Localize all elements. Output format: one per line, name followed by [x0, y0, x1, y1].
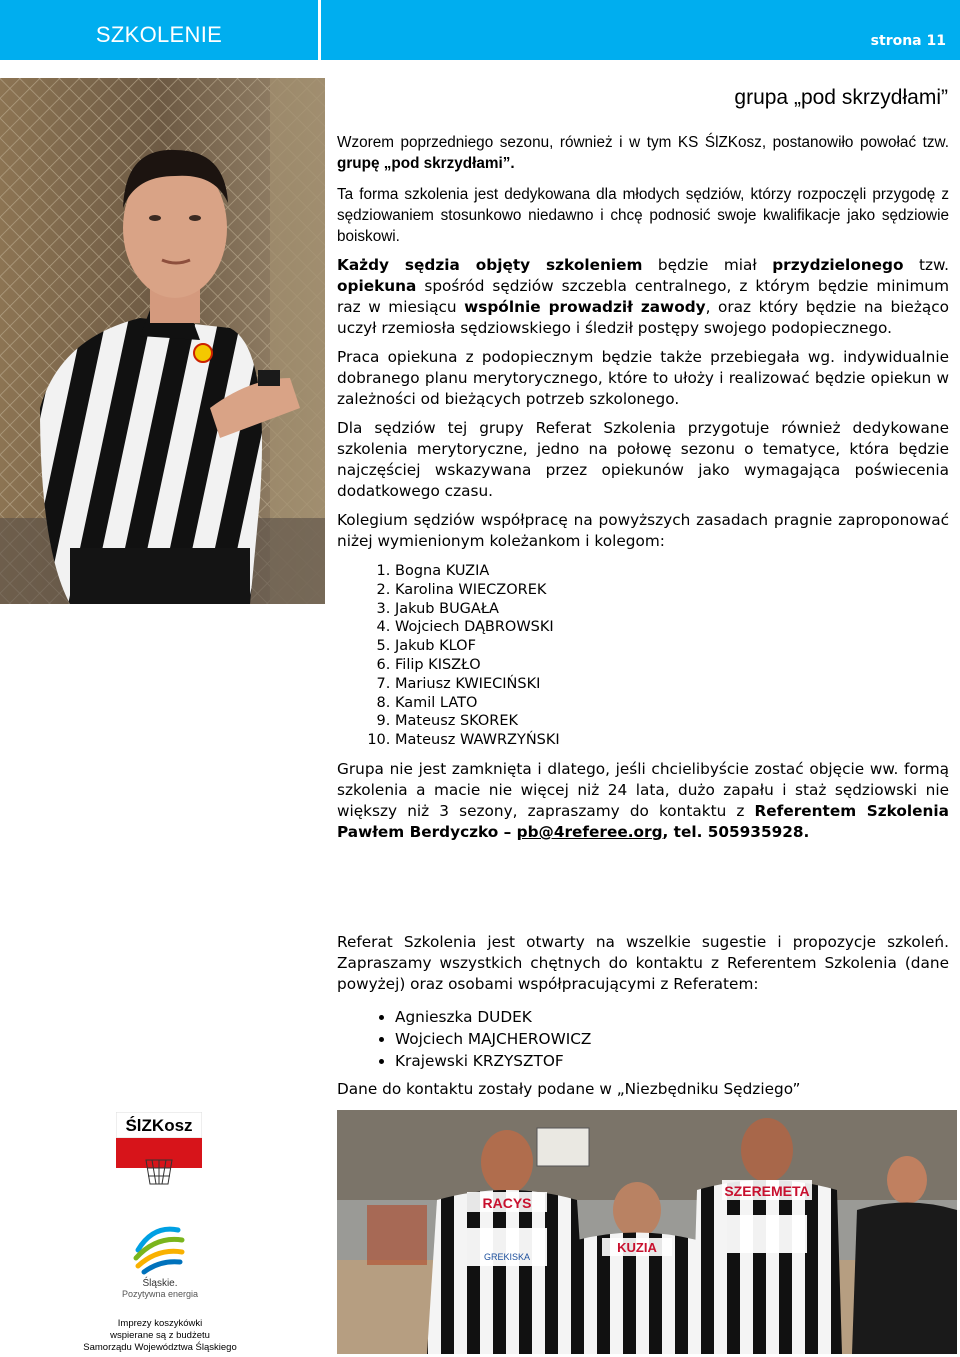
slaskie-logo	[108, 1220, 208, 1300]
p7-bold-2: , tel. 505935928.	[662, 823, 810, 841]
intro-bold: grupę „pod skrzydłami”.	[337, 155, 515, 172]
jersey-name-right: SZEREMETA	[724, 1183, 810, 1199]
intro-text: Wzorem poprzedniego sezonu, również i w tym KS ŚlZKosz, postanowiło powołać tzw.	[337, 134, 949, 151]
collaborators-list	[337, 1006, 591, 1072]
p3-bold-1: Każdy sędzia objęty szkoleniem	[337, 256, 643, 274]
p3-text-2: tzw.	[903, 256, 949, 274]
list-item: 4. Wojciech DĄBROWSKI	[395, 618, 560, 637]
jersey-name-middle: KUZIA	[617, 1240, 657, 1255]
paragraph-4	[337, 347, 949, 410]
p3-bold-4: wspólnie prowadził zawody	[464, 298, 706, 316]
intro-paragraph	[337, 132, 949, 174]
paragraph-2-text: Ta forma szkolenia jest dedykowana dla młodych sędziów, którzy rozpoczęli przygodę z sędziowaniem stosunkowo niedawno i chcę podnosić swoje kwalifikacje jako sędziowie boiskowi.	[337, 186, 949, 245]
p3-text-3: spośród sędziów szczebla centralnego, z którym będzie minimum raz w miesiącu	[337, 277, 949, 316]
slzkosz-logo-graphic	[116, 1112, 202, 1186]
p7-text: Grupa nie jest zamknięta i dlatego, jeśli chcielibyście zostać objęcie ww. formą szkolenia a macie nie więcej niż 24 lata, dużo zapału i staż sędziowski nie większy niż 3 sezony, zapraszamy do kontaktu z	[337, 760, 949, 820]
list-item: 8. Kamil LATO	[395, 694, 560, 713]
list-item: 9. Mateusz SKOREK	[395, 712, 560, 731]
list-item: 2. Karolina WIECZOREK	[395, 581, 560, 600]
list-item: • Krajewski KRZYSZTOF	[395, 1050, 591, 1072]
paragraph-6-text: Kolegium sędziów współpracę na powyższych zasadach pragnie zaproponować niżej wymienionym koleżankom i kolegom:	[337, 511, 949, 550]
slzkosz-logo	[116, 1112, 202, 1186]
referee-portrait-photo	[0, 78, 325, 604]
contact-email-link[interactable]: pb@4referee.org	[516, 823, 663, 841]
list-item: 3. Jakub BUGAŁA	[395, 600, 560, 619]
sponsor-note-line: Samorządu Województwa Śląskiego	[83, 1342, 237, 1353]
paragraph-9	[337, 1079, 949, 1100]
list-item: 5. Jakub KLOF	[395, 637, 560, 656]
jersey-sponsor-left: GREKISKA	[483, 1252, 531, 1262]
paragraph-3	[337, 255, 949, 339]
header-title: SZKOLENIE	[95, 22, 223, 47]
p3-bold-2: przydzielonego	[772, 256, 904, 274]
list-item: 7. Mariusz KWIECIŃSKI	[395, 675, 560, 694]
p3-text-1: będzie miał	[642, 256, 773, 274]
paragraph-2	[337, 184, 949, 247]
p3-text-4: , oraz który będzie na bieżąco uczył rzemiosła sędziowskiego i śledził postępy swojego podopiecznego.	[337, 298, 949, 337]
list-item: • Wojciech MAJCHEROWICZ	[395, 1028, 591, 1050]
paragraph-5-text: Dla sędziów tej grupy Referat Szkolenia przygotuje również dedykowane szkolenia merytoryczne, jedno na połowę sezonu o tematyce, która będzie najczęściej wskazywana przez opiekunów jako wymagająca poświecenia dodatkowego czasu.	[337, 419, 949, 500]
paragraph-6	[337, 510, 949, 552]
list-item: 1. Bogna KUZIA	[395, 562, 560, 581]
paragraph-4-text: Praca opiekuna z podopiecznym będzie także przebiegała wg. indywidualnie dobranego planu merytorycznego, które to ułoży i realizować będzie opiekun w zależności od bieżących potrzeb szkolonego.	[337, 348, 949, 408]
page-header	[0, 0, 960, 60]
slzkosz-logo-text: ŚlZKosz	[125, 1116, 193, 1135]
list-item: 6. Filip KISZŁO	[395, 656, 560, 675]
slaskie-logo-line1: Śląskie.	[142, 1278, 178, 1289]
paragraph-7	[337, 759, 949, 843]
jersey-name-left: RACYS	[482, 1195, 532, 1211]
referees-team-photo	[337, 1110, 957, 1354]
page-number: strona 11	[870, 33, 946, 49]
paragraph-8	[337, 932, 949, 995]
trainee-list	[337, 562, 560, 750]
paragraph-8-text: Referat Szkolenia jest otwarty na wszelkie sugestie i propozycje szkoleń. Zapraszamy wszystkich chętnych do kontaktu z Referentem Szkolenia (dane powyżej) oraz osobami współpracującymi z Referatem:	[337, 933, 949, 993]
referee-portrait-illustration	[0, 78, 325, 604]
referees-team-illustration	[337, 1110, 957, 1354]
slaskie-logo-line2: Pozytywna energia	[121, 1289, 199, 1299]
section-title: grupa „pod skrzydłami”	[734, 86, 948, 109]
slaskie-logo-graphic	[108, 1220, 208, 1300]
sponsor-note-line: Imprezy koszykówki	[117, 1318, 203, 1329]
list-item: • Agnieszka DUDEK	[395, 1006, 591, 1028]
p7-bold-1: Referentem Szkolenia Pawłem Berdyczko –	[337, 802, 949, 841]
sponsor-note	[80, 1318, 240, 1354]
paragraph-9-text: Dane do kontaktu zostały podane w „Niezbędniku Sędziego”	[337, 1080, 801, 1098]
sponsor-note-line: wspierane są z budżetu	[110, 1330, 210, 1341]
header-divider	[318, 0, 321, 60]
p3-bold-3: opiekuna	[337, 277, 417, 295]
paragraph-5	[337, 418, 949, 502]
list-item: 10. Mateusz WAWRZYŃSKI	[395, 731, 560, 750]
